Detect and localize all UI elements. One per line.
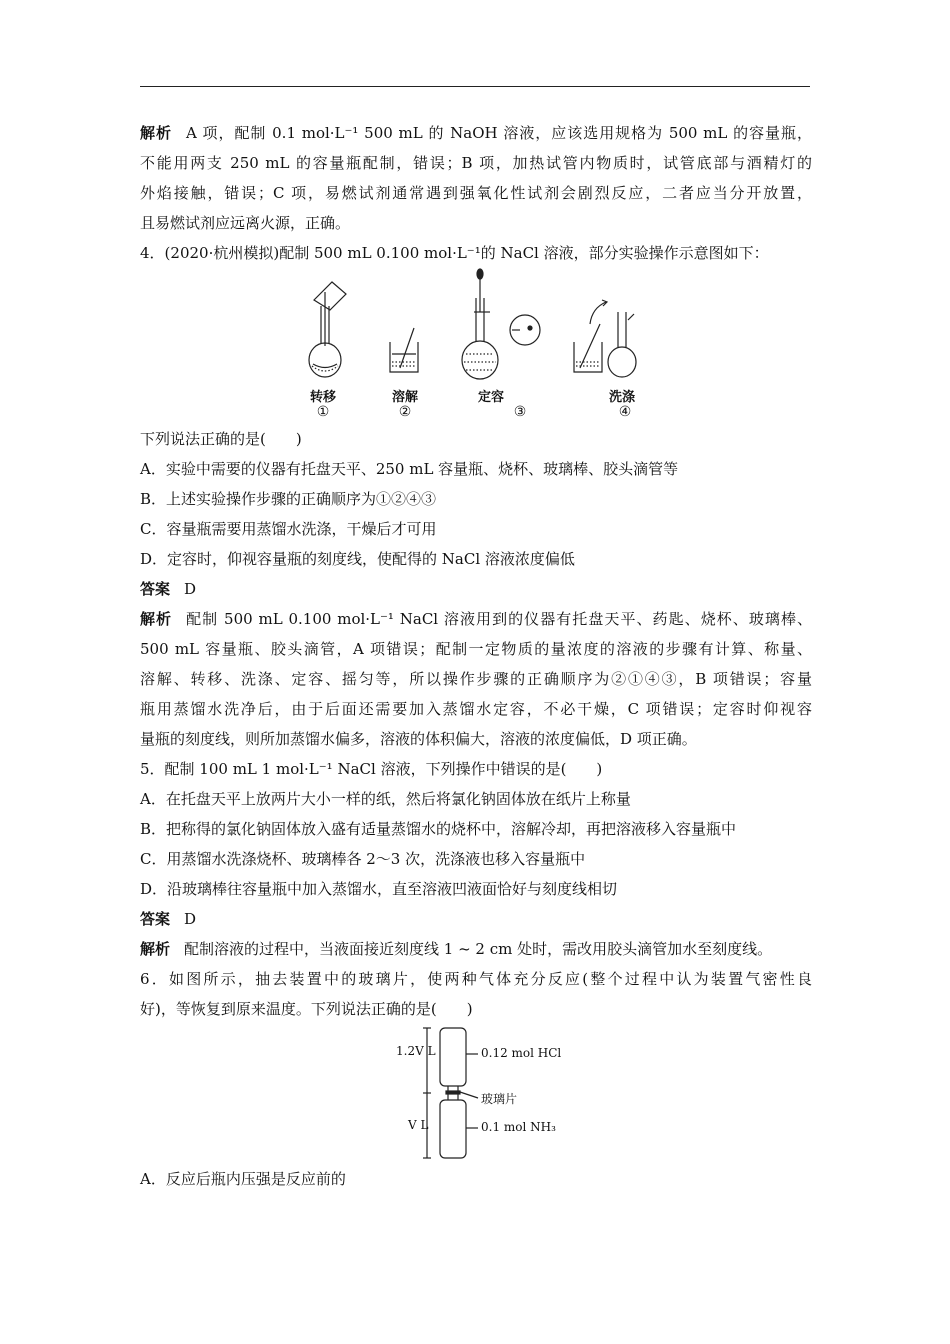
step-3-number: ③ [513, 404, 527, 420]
q4-option-b: B．上述实验操作步骤的正确顺序为①②④③ [140, 490, 437, 508]
q3-analysis-line-2: 不能用两支 250 mL 的容量瓶配制，错误；B 项，加热试管内物质时，试管底部与酒精灯的 [140, 154, 812, 172]
q5-answer: 答案 D [140, 910, 197, 928]
q4-analysis-line-1: 解析 配制 500 mL 0.100 mol·L⁻¹ NaCl 溶液用到的仪器有托盘天平、药匙、烧杯、玻璃棒、 [140, 610, 812, 628]
q4-option-d: D．定容时，仰视容量瓶的刻度线，使配得的 NaCl 溶液浓度偏低 [140, 550, 575, 568]
bottom-volume-label: V L [408, 1118, 429, 1132]
q3-analysis-line-1: 解析 A 项，配制 0.1 mol·L⁻¹ 500 mL 的 NaOH 溶液，应该选用规格为 500 mL 的容量瓶， [140, 124, 812, 142]
top-gas-label: 0.12 mol HCl [481, 1046, 562, 1060]
analysis-label: 解析 [140, 124, 172, 142]
q6-option-a: A．反应后瓶内压强是反应前的 [140, 1170, 346, 1188]
q4-figure [140, 268, 812, 424]
step-1-number: ① [316, 404, 330, 420]
top-bottle [440, 1028, 466, 1086]
glass-plate-label: 玻璃片 [481, 1092, 518, 1106]
q6-stem-line-2: 好)，等恢复到原来温度。下列说法正确的是( ) [140, 1000, 473, 1018]
top-volume-label: 1.2V L [396, 1044, 436, 1058]
dilute-to-mark-illustration [462, 269, 540, 379]
step-4-label: 洗涤 [608, 390, 635, 405]
step-2-label: 溶解 [391, 390, 418, 405]
q6-stem-line-1: 6．如图所示，抽去装置中的玻璃片，使两种气体充分反应(整个过程中认为装置气密性良 [140, 970, 812, 988]
transfer-illustration [309, 282, 346, 377]
step-4-number: ④ [618, 404, 632, 420]
q4-stem: 4．(2020·杭州模拟)配制 500 mL 0.100 mol·L⁻¹的 NaCl 溶液，部分实验操作示意图如下： [140, 244, 769, 262]
q4-analysis-line-4: 瓶用蒸馏水洗净后，由于后面还需要加入蒸馏水定容，不必干燥，C 项错误；定容时仰视容 [140, 700, 812, 718]
step-1-label: 转移 [309, 390, 336, 405]
q5-option-a: A．在托盘天平上放两片大小一样的纸，然后将氯化钠固体放在纸片上称量 [140, 790, 631, 808]
q4-option-a: A．实验中需要的仪器有托盘天平、250 mL 容量瓶、烧杯、玻璃棒、胶头滴管等 [140, 460, 679, 478]
q5-option-b: B．把称得的氯化钠固体放入盛有适量蒸馏水的烧杯中，溶解冷却，再把溶液移入容量瓶中 [140, 820, 737, 838]
q3-analysis-line-4: 且易燃试剂应远离火源，正确。 [140, 214, 351, 232]
q4-analysis-line-3: 溶解、转移、洗涤、定容、摇匀等，所以操作步骤的正确顺序为②①④③，B 项错误；容量 [140, 670, 812, 688]
q5-option-d: D．沿玻璃棒往容量瓶中加入蒸馏水，直至溶液凹液面恰好与刻度线相切 [140, 880, 618, 898]
bottom-bottle [440, 1100, 466, 1158]
step-3-label: 定容 [477, 390, 504, 405]
dissolve-illustration [390, 328, 418, 372]
q3-analysis-line-3: 外焰接触，错误；C 项，易燃试剂通常遇到强氧化性试剂会剧烈反应，二者应当分开放置， [140, 184, 812, 202]
q5-analysis: 解析 配制溶液的过程中，当液面接近刻度线 1 ~ 2 cm 处时，需改用胶头滴管加水至刻度线。 [140, 940, 773, 958]
wash-illustration [574, 300, 636, 377]
page-content [140, 118, 812, 1194]
q4-question: 下列说法正确的是( ) [140, 430, 302, 448]
q4-answer: 答案 D [140, 580, 197, 598]
q4-analysis-line-5: 量瓶的刻度线，则所加蒸馏水偏多，溶液的体积偏大，溶液的浓度偏低，D 项正确。 [140, 730, 697, 748]
q4-option-c: C．容量瓶需要用蒸馏水洗涤，干燥后才可用 [140, 520, 437, 538]
q5-stem: 5．配制 100 mL 1 mol·L⁻¹ NaCl 溶液，下列操作中错误的是( ) [140, 760, 603, 778]
glass-plate [446, 1091, 460, 1094]
q6-figure [140, 1024, 812, 1164]
header-rule [140, 86, 810, 87]
step-2-number: ② [398, 404, 412, 420]
q5-option-c: C．用蒸馏水洗涤烧杯、玻璃棒各 2～3 次，洗涤液也移入容量瓶中 [140, 850, 586, 868]
bottom-gas-label: 0.1 mol NH₃ [481, 1120, 556, 1134]
q4-analysis-line-2: 500 mL 容量瓶、胶头滴管，A 项错误；配制一定物质的量浓度的溶液的步骤有计算、称量、 [140, 640, 812, 658]
